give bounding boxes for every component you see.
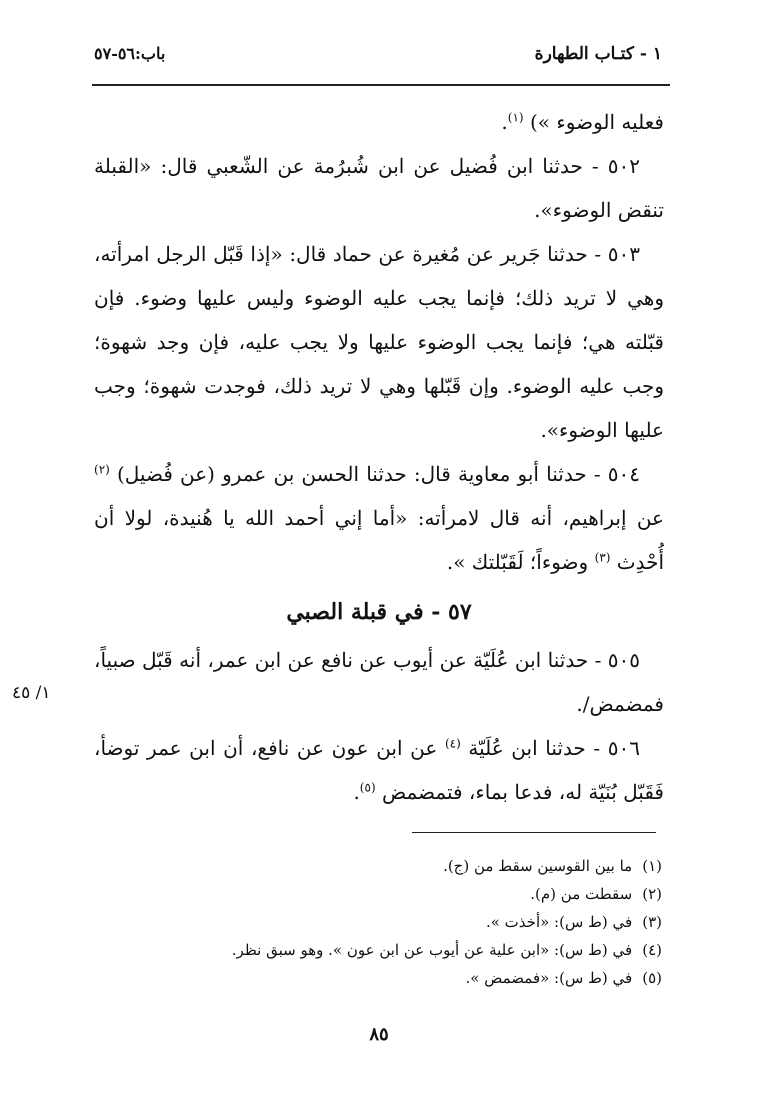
page-number: ٨٥ [369,1024,389,1045]
footnote-5 [150,964,662,992]
manuscript-folio-note: ١/ ٤٥ [12,683,51,703]
footnote-text: في (ط س): «فمضمض ». [465,969,633,987]
main-text [94,100,664,814]
footnote-ref-5: (٥) [359,780,376,795]
hadith-504-part-b: عن إبراهيم، أنه قال لامرأته: «أما إني أحمد الله يا هُنيدة، لولا أن أُحْدِث [94,506,664,574]
continued-end: . [501,110,508,134]
hadith-504 [94,452,664,584]
running-header [92,40,670,86]
footnote-ref-1: (١) [507,110,524,125]
hadith-506-part-b: عن ابن عون عن نافع، أن ابن عمر توضأ، فَقَبّل بُنَيّة له، فدعا بماء، فتمضمض [94,736,664,804]
footnote-number: (٣) [642,913,662,931]
footnote-ref-3: (٣) [594,550,611,565]
footnote-text: ما بين القوسين سقط من (ج). [443,857,633,875]
section-range: باب:٥٦-٥٧ [94,44,166,63]
footnote-text: في (ط س): «أخذت ». [485,913,633,931]
footnote-ref-2: (٢) [94,462,110,477]
footnote-text: في (ط س): «ابن علية عن أيوب عن ابن عون ». وهو سبق نظر. [231,941,633,959]
footnotes [150,852,662,992]
footnote-3 [150,908,662,936]
hadith-502: ٥٠٢ - حدثنا ابن فُضيل عن ابن شُبرُمة عن الشّعبي قال: «القبلة تنقض الوضوء». [94,154,664,222]
footnote-2 [150,880,662,908]
continued-paragraph [94,100,664,144]
continued-text: فعليه الوضوء ») [529,110,664,134]
footnote-number: (١) [642,857,662,875]
footnote-text: سقطت من (م). [530,885,633,903]
footnote-1 [150,852,662,880]
hadith-506-end: . [353,780,360,804]
footnote-4 [150,936,662,964]
footnote-ref-4: (٤) [444,736,461,751]
section-heading-57: ٥٧ - في قبلة الصبي [286,599,472,625]
hadith-504-part-c: وضوءاً؛ لَقَبّلتك ». [446,550,589,574]
hadith-506-part-a: ٥٠٦ - حدثنا ابن عُلَيّة [468,736,641,760]
footnote-number: (٤) [642,941,662,959]
hadith-505: ٥٠٥ - حدثنا ابن عُلَيّة عن أيوب عن نافع عن ابن عمر، أنه قَبّل صبياً، فمضمض/. [94,648,664,716]
hadith-504-part-a: ٥٠٤ - حدثنا أبو معاوية قال: حدثنا الحسن بن عمرو (عن فُضيل) [116,462,640,486]
footnote-number: (٥) [642,969,662,987]
hadith-503: ٥٠٣ - حدثنا جَرير عن مُغيرة عن حماد قال: «إذا قَبّل الرجل امرأته، وهي لا تريد ذلك؛ فإنما يجب عليه الوضوء وليس عليها وضوء. فإن قبّلته هي؛ فإنما يجب الوضوء عليها ولا يجب عليه، فإن وجد شهوة؛ وجب عليه الوضوء. وإن قَبّلها وهي لا تريد ذلك، فوجدت شهوة؛ وجب عليها الوضوء». [94,242,664,442]
hadith-506 [94,726,664,814]
chapter-title: ١ - كتـاب الطهارة [534,44,662,64]
footnote-separator [412,832,656,833]
footnote-number: (٢) [642,885,662,903]
